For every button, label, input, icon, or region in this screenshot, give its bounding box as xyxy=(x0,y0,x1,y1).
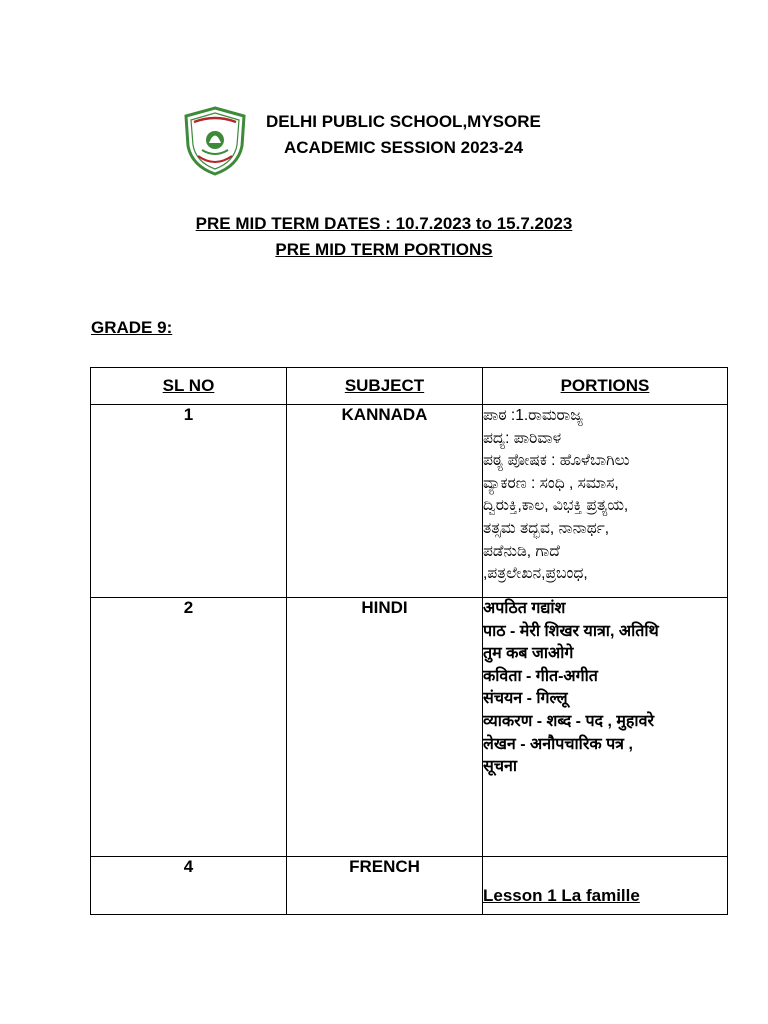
portion-line: व्याकरण - शब्द - पद , मुहावरे xyxy=(483,712,655,730)
cell-subject: KANNADA xyxy=(287,405,483,598)
portion-line: अपठित गद्यांश xyxy=(483,600,566,617)
portion-line: ಪಡೆನುಡಿ, ಗಾದೆ xyxy=(483,542,560,560)
portion-line: तुम कब जाओगे xyxy=(483,645,574,663)
portions-table xyxy=(90,367,728,915)
header-portions: PORTIONS xyxy=(483,368,728,405)
portion-line: ಪಠ್ಯ ಪೋಷಕ : ಹೊಳೆಬಾಗಿಲು xyxy=(483,452,630,470)
cell-portions xyxy=(483,405,728,598)
cell-sl-no: 1 xyxy=(91,405,287,598)
portion-line: ವ್ಯಾಕರಣ : ಸಂಧಿ , ಸಮಾಸ, xyxy=(483,474,619,492)
table-row xyxy=(91,857,728,915)
portion-line: ಪಾಠ :1.ರಾಮರಾಜ್ಯ xyxy=(483,407,583,424)
grade-label: GRADE 9: xyxy=(91,318,173,337)
table-row xyxy=(91,598,728,857)
portion-line: सूचना xyxy=(483,758,518,776)
header-subject: SUBJECT xyxy=(287,368,483,405)
portion-line: ,ಪತ್ರಲೇಖನ,ಪ್ರಬಂಧ, xyxy=(483,565,588,583)
portion-line: लेखन - अनौपचारिक पत्र , xyxy=(483,735,633,753)
cell-portions xyxy=(483,857,728,915)
cell-sl-no: 2 xyxy=(91,598,287,857)
portions-heading: PRE MID TERM PORTIONS xyxy=(275,240,493,259)
cell-subject: FRENCH xyxy=(287,857,483,915)
cell-sl-no: 4 xyxy=(91,857,287,915)
portion-line: Lesson 1 La famille xyxy=(483,886,640,905)
table-header-row xyxy=(91,368,728,405)
portion-line: कविता - गीत-अगीत xyxy=(483,667,598,685)
portion-line: ತತ್ಸಮ ತದ್ಭವ, ನಾನಾರ್ಥ, xyxy=(483,519,610,537)
cell-portions xyxy=(483,598,728,857)
cell-subject: HINDI xyxy=(287,598,483,857)
header-sl-no: SL NO xyxy=(91,368,287,405)
portion-line: ದ್ವಿರುಕ್ತಿ,ಕಾಲ, ವಿಭಕ್ತಿ ಪ್ರತ್ಯಯ, xyxy=(483,497,629,515)
portion-line: संचयन - गिल्लू xyxy=(483,690,568,708)
exam-dates-heading: PRE MID TERM DATES : 10.7.2023 to 15.7.2023 xyxy=(195,214,573,233)
school-name: DELHI PUBLIC SCHOOL,MYSORE xyxy=(266,112,541,131)
table-row xyxy=(91,405,728,598)
school-crest-icon xyxy=(182,106,248,176)
academic-session: ACADEMIC SESSION 2023-24 xyxy=(284,138,524,157)
portion-line: ಪದ್ಯ: ಪಾರಿವಾಳ xyxy=(483,429,562,447)
portion-line: पाठ - मेरी शिखर यात्रा, अतिथि xyxy=(483,622,659,640)
